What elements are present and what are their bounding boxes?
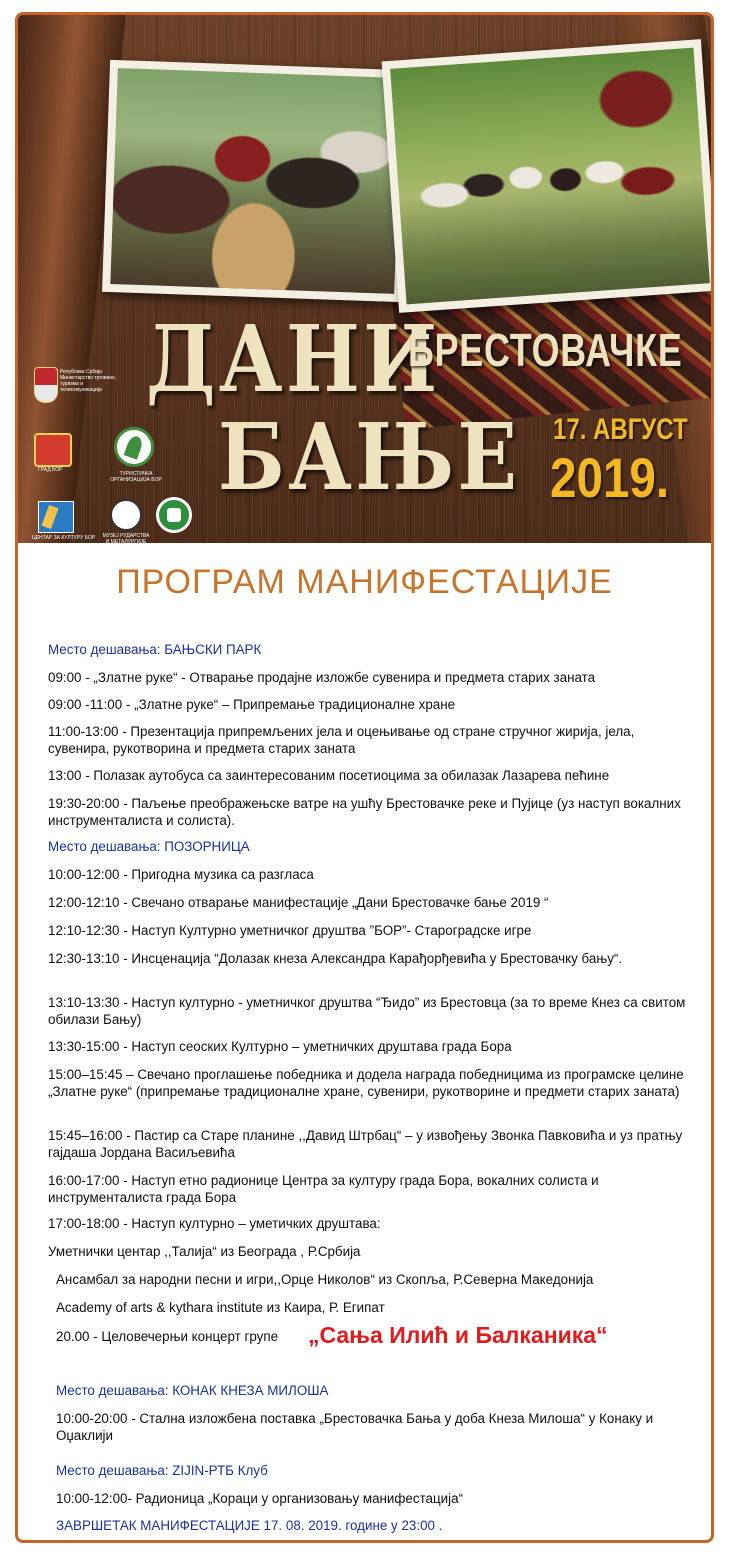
title-line2: БАЊЕ xyxy=(218,403,521,511)
schedule-item: 10:00-12:00 - Пригодна музика са разгласа xyxy=(48,867,314,882)
schedule-item: 16:00-17:00 - Наступ етно радионице Центра за културу града Бора, вокалних солиста и инструменталиста града Бора xyxy=(48,1173,599,1205)
schedule-item: 12:30-13:10 - Инсценација “Долазак кнеза Александра Карађорђевића у Брестовачку бању“. xyxy=(48,951,623,966)
culture-center-label: ЦЕНТАР ЗА КУЛТУРУ БОР xyxy=(32,535,96,541)
title-line1: ДАНИ xyxy=(146,305,441,413)
schedule-item: 20.00 - Целовечерњи концерт групе xyxy=(56,1329,279,1344)
ministry-crest-icon xyxy=(34,367,58,403)
museum-label: МУЗЕЈ РУДАРСТВА И МЕТАЛУРГИЈЕ БОР xyxy=(102,533,150,551)
ensemble-item: Уметнички центар ,,Талија“ из Београда , Р.Србија xyxy=(48,1244,361,1259)
city-bor-crest-icon xyxy=(34,433,72,467)
schedule-item: 13:10-13:30 - Наступ културно - уметничког друштва “Ђидо” из Брестовца (за то време Кнез са свитом обилази Бању) xyxy=(48,995,686,1027)
venue-heading: Место дешавања: КОНАК КНЕЗА МИЛОША xyxy=(56,1383,329,1398)
sponsor-logos xyxy=(28,363,198,551)
museum-logo-icon xyxy=(110,499,142,531)
schedule-item: 12:00-12:10 - Свечано отварање манифестације „Дани Брестовачке бање 2019 “ xyxy=(48,895,549,910)
photo-folk-dance xyxy=(382,39,714,313)
schedule-item: 15:00–15:45 – Свечано проглашење победника и додела награда победницима из програмске целине „Златне руке“ (припремање традиционалне хране, сувенири, рукотворине и предмети старих заната) xyxy=(48,1067,684,1099)
venue-heading: Место дешавања: ZIJIN-РТБ Клуб xyxy=(56,1463,268,1478)
tourist-org-logo-icon xyxy=(114,427,154,467)
ministry-label: Република Србија Министарство трговине, туризма и телекомуникација xyxy=(60,369,117,393)
schedule-item: 12:10-12:30 - Наступ Културно уметничког друштва ”БОР”- Староградске игре xyxy=(48,923,532,938)
venue-heading: Место дешавања: ПОЗОРНИЦА xyxy=(48,839,250,854)
ensemble-item: Academy of arts & kythara institute из Каира, Р. Египат xyxy=(56,1300,385,1315)
program-title: ПРОГРАМ МАНИФЕСТАЦИЈЕ xyxy=(116,563,613,601)
schedule-item: 10:00-12:00- Радионица „Кораци у организовању манифестација“ xyxy=(56,1491,464,1506)
schedule-item: 17:00-18:00 - Наступ културно – уметичких друштава: xyxy=(48,1216,381,1231)
schedule-item: 10:00-20:00 - Стална изложбена поставка „Брестовачка Бања у доба Кнеза Милоша“ у Конаку и Оџаклији xyxy=(56,1411,654,1443)
event-year: 2019. xyxy=(550,446,670,509)
concert-band-name: „Сања Илић и Балканика“ xyxy=(308,1322,608,1348)
schedule-item: 19:30-20:00 - Паљење преображењске ватре на ушћу Брестовачке реке и Пујице (уз наступ вокалних инструменталиста и солиста). xyxy=(48,796,681,828)
ensemble-item: Ансамбал за народни песни и игри,,Орце Николов“ из Скопља, Р.Северна Македонија xyxy=(56,1272,594,1287)
venue-heading: Место дешавања: БАЊСКИ ПАРК xyxy=(48,642,262,657)
poster-header xyxy=(18,15,711,551)
schedule-item: 11:00-13:00 - Презентација припремљених јела и оцењивање од стране стручног жирија, јела, сувенира, рукотворина и предмета старих заната xyxy=(48,724,635,756)
schedule-item: 09:00 -11:00 - „Златне руке“ – Припремање традиционалне хране xyxy=(48,697,456,712)
tourist-org-label: ТУРИСТИЧКА ОРГАНИЗАЦИЈА БОР xyxy=(110,471,162,483)
photo-folk-food xyxy=(102,60,410,302)
schedule-item: 13:30-15:00 - Наступ сеоских Културно – уметничких друштава града Бора xyxy=(48,1039,512,1054)
schedule-item: 15:45–16:00 - Пастир са Старе планине ,,Давид Штрбац“ – у извођењу Звонка Павковића и уз пратњу гајдаша Јордана Васиљевића xyxy=(48,1128,683,1160)
green-emblem-icon xyxy=(156,497,192,533)
culture-center-logo-icon xyxy=(38,501,74,533)
closing-note: ЗАВРШЕТАК МАНИФЕСТАЦИЈЕ 17. 08. 2019. године у 23:00 . xyxy=(56,1518,443,1533)
schedule-item: 09:00 - „Златне руке“ - Отварање продајне изложбе сувенира и предмета старих заната xyxy=(48,670,596,685)
city-label: ГРАД БОР xyxy=(38,467,63,473)
event-date: 17. АВГУСТ xyxy=(553,413,688,446)
schedule-item: 13:00 - Полазак аутобуса са заинтересованим посетиоцима за обилазак Лазарева пећине xyxy=(48,768,610,783)
poster-frame xyxy=(15,12,714,1543)
title-word2: БРЕСТОВАЧКЕ xyxy=(408,324,683,376)
